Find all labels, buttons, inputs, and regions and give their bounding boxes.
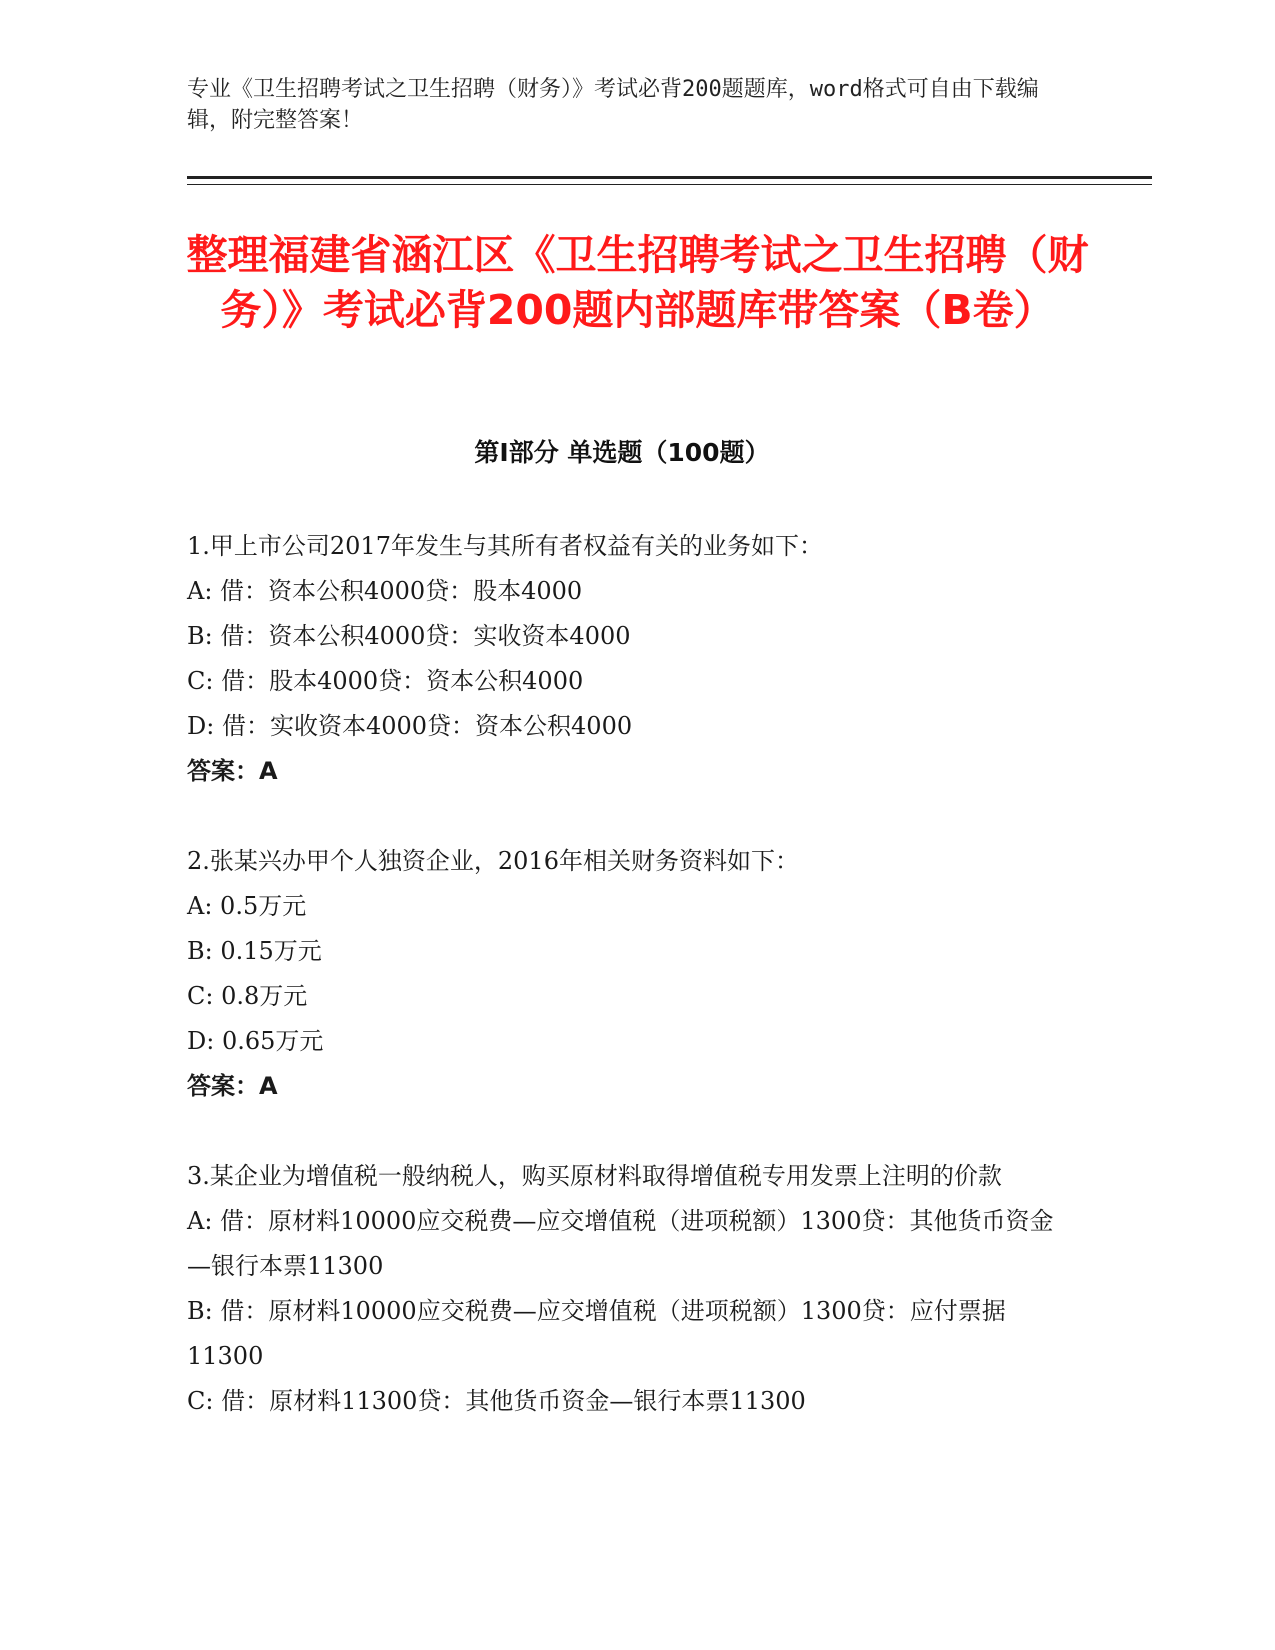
question-gap xyxy=(187,794,1077,839)
question-gap xyxy=(187,1109,1077,1154)
option-c: C: 借：股本4000贷：资本公积4000 xyxy=(187,667,584,695)
option-d: D: 0.65万元 xyxy=(187,1027,324,1055)
option-d: D: 借：实收资本4000贷：资本公积4000 xyxy=(187,712,633,740)
question-2 xyxy=(187,839,1077,1109)
header-rule-thick xyxy=(187,176,1152,179)
document-title: 整理福建省涵江区《卫生招聘考试之卫生招聘（财务）》考试必背200题内部题库带答案（B卷） xyxy=(186,231,1089,334)
option-a: A: 借：原材料10000应交税费—应交增值税（进项税额）1300贷：其他货币资金—银行本票11300 xyxy=(187,1207,1054,1280)
option-a: A: 借：资本公积4000贷：股本4000 xyxy=(187,577,583,605)
question-list xyxy=(187,524,1077,1424)
option-c: C: 借：原材料11300贷：其他货币资金—银行本票11300 xyxy=(187,1387,806,1415)
question-3 xyxy=(187,1154,1077,1424)
question-stem: 2.张某兴办甲个人独资企业，2016年相关财务资料如下： xyxy=(187,847,799,875)
option-b: B: 0.15万元 xyxy=(187,937,322,965)
question-1 xyxy=(187,524,1077,794)
option-b: B: 借：资本公积4000贷：实收资本4000 xyxy=(187,622,631,650)
header-rule-thin xyxy=(187,184,1152,185)
answer: 答案：A xyxy=(187,757,278,785)
option-c: C: 0.8万元 xyxy=(187,982,308,1010)
answer: 答案：A xyxy=(187,1072,278,1100)
option-b: B: 借：原材料10000应交税费—应交增值税（进项税额）1300贷：应付票据11300 xyxy=(187,1297,1006,1370)
question-stem: 3.某企业为增值税一般纳税人，购买原材料取得增值税专用发票上注明的价款 xyxy=(187,1162,1002,1190)
header-note: 专业《卫生招聘考试之卫生招聘（财务）》考试必背200题题库，word格式可自由下载编辑，附完整答案！ xyxy=(187,77,1039,133)
question-stem: 1.甲上市公司2017年发生与其所有者权益有关的业务如下： xyxy=(187,532,823,560)
section-heading: 第Ⅰ部分 单选题（100题） xyxy=(474,438,770,467)
option-a: A: 0.5万元 xyxy=(187,892,307,920)
